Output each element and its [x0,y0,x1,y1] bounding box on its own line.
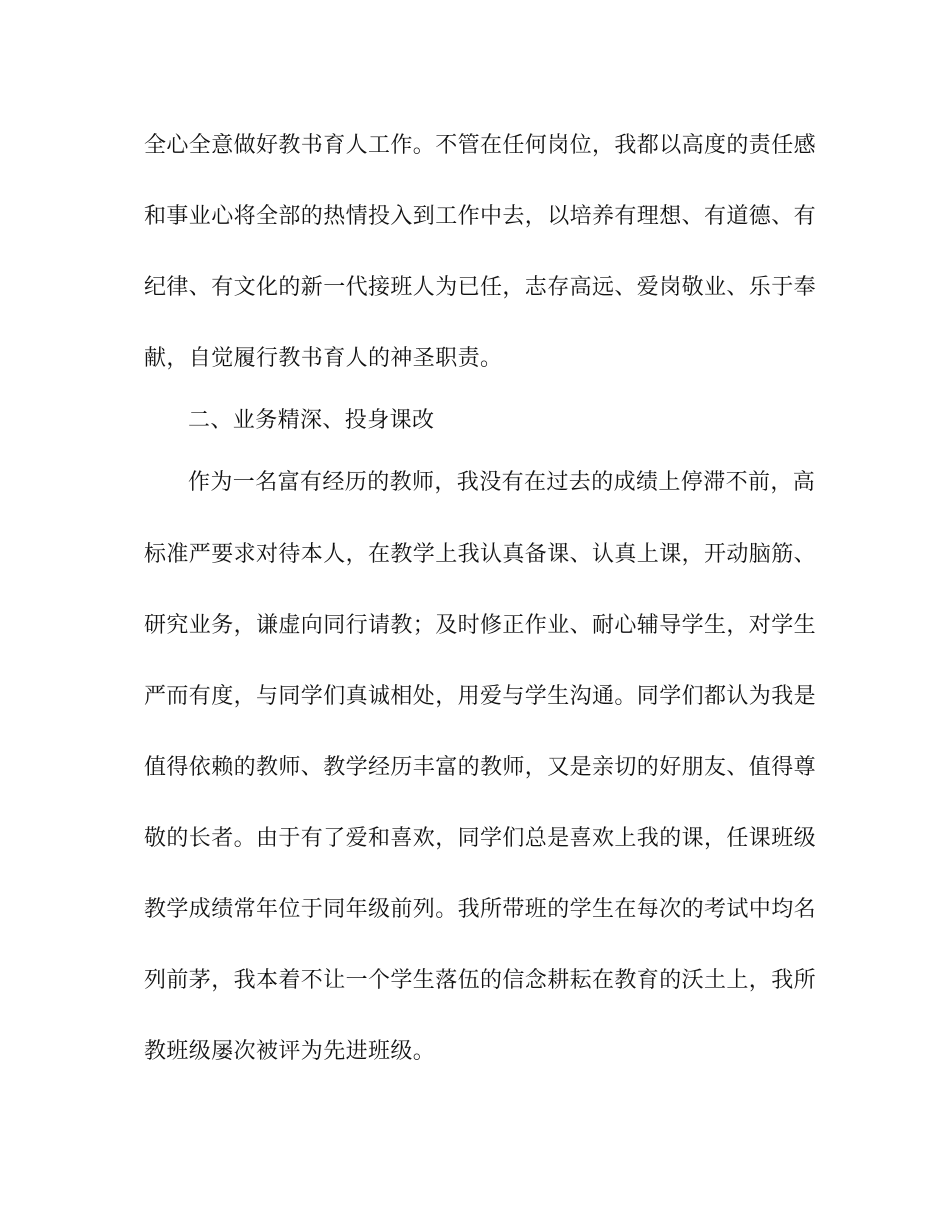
section-heading: 二、业务精深、投身课改 [188,408,435,433]
paragraph-line: 纪律、有文化的新一代接班人为已任，志存高远、爱岗敬业、乐于奉 [144,275,817,300]
paragraph-line: 教学成绩常年位于同年级前列。我所带班的学生在每次的考试中均名 [144,897,817,922]
paragraph-line: 献，自觉履行教书育人的神圣职责。 [144,346,503,371]
paragraph-line: 教班级屡次被评为先进班级。 [144,1039,436,1064]
paragraph-line: 研究业务，谦虚向同行请教；及时修正作业、耐心辅导学生，对学生 [144,613,817,638]
paragraph-line: 敬的长者。由于有了爱和喜欢，同学们总是喜欢上我的课，任课班级 [144,826,817,851]
paragraph-line: 列前茅，我本着不让一个学生落伍的信念耕耘在教育的沃土上，我所 [144,968,817,993]
paragraph-line: 和事业心将全部的热情投入到工作中去，以培养有理想、有道德、有 [144,204,817,229]
paragraph-line: 严而有度，与同学们真诚相处，用爱与学生沟通。同学们都认为我是 [144,684,817,709]
paragraph-line: 全心全意做好教书育人工作。不管在任何岗位，我都以高度的责任感 [144,133,817,158]
paragraph-line: 标准严要求对待本人，在教学上我认真备课、认真上课，开动脑筋、 [144,542,817,567]
paragraph-line: 作为一名富有经历的教师，我没有在过去的成绩上停滞不前，高 [188,470,816,495]
paragraph-line: 值得依赖的教师、教学经历丰富的教师，又是亲切的好朋友、值得尊 [144,755,817,780]
